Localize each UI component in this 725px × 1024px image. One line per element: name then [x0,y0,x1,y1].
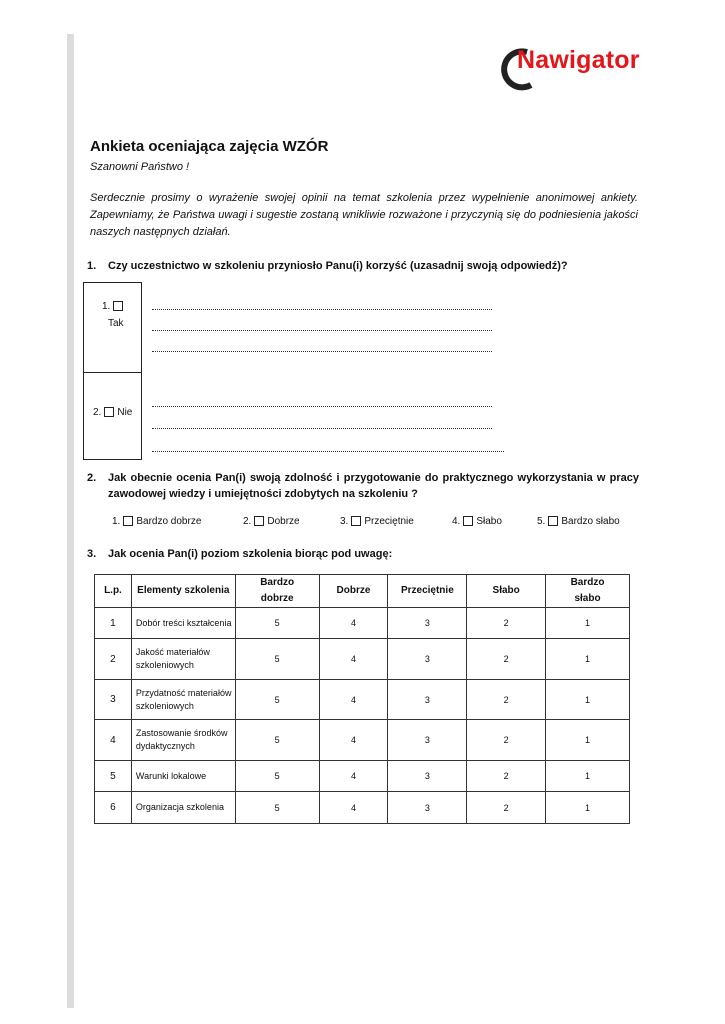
scale-option-3 [340,516,414,527]
table-header: Przeciętnie [388,575,467,608]
row-number: 2 [95,639,132,680]
scale-option-label: Słabo [476,516,502,527]
row-number: 4 [95,720,132,761]
q1-nie-checkbox[interactable] [104,407,114,417]
scale-checkbox[interactable] [254,516,264,526]
scale-option-2 [243,516,300,527]
question-2-text: Jak obecnie ocenia Pan(i) swoją zdolność i przygotowanie do praktycznego wykorzystania w pracy zawodowej wiedzy i umiejętności zdobytych na szkoleniu ? [108,472,639,500]
scale-option-number: 4. [452,516,461,527]
row-number: 6 [95,792,132,824]
question-1-number: 1. [87,260,97,272]
rating-cell[interactable]: 1 [546,680,630,720]
q1-option-nie-label: Nie [117,407,133,418]
table-row [95,639,630,680]
row-number: 3 [95,680,132,720]
row-element: Jakość materiałów szkoleniowych [131,639,235,680]
table-header: Bardzo dobrze [235,575,319,608]
scale-checkbox[interactable] [351,516,361,526]
answer-line[interactable] [152,405,492,407]
rating-cell[interactable]: 1 [546,761,630,792]
rating-cell[interactable]: 3 [388,680,467,720]
q1-option-nie-number: 2. [93,407,102,418]
question-1-text: Czy uczestnictwo w szkoleniu przyniosło Panu(i) korzyść (uzasadnij swoją odpowiedź)? [108,260,568,272]
rating-cell[interactable]: 4 [319,792,388,824]
answer-line[interactable] [152,329,492,331]
scale-option-label: Bardzo słabo [561,516,620,527]
rating-cell[interactable]: 3 [388,639,467,680]
rating-cell[interactable]: 3 [388,720,467,761]
intro-paragraph: Serdecznie prosimy o wyrażenie swojej opinii na temat szkolenia przez wypełnienie anonimowej ankiety. Zapewniamy, że Państwa uwagi i sugestie zostaną wnikliwie rozważone i przyczynią się do podniesienia jakości naszych następnych działań. [90,192,638,238]
scale-option-label: Przeciętnie [364,516,414,527]
scale-checkbox[interactable] [123,516,133,526]
question-3-number: 3. [87,548,97,560]
row-element: Warunki lokalowe [131,761,235,792]
scale-option-label: Dobrze [267,516,300,527]
rating-cell[interactable]: 2 [467,720,546,761]
row-element: Organizacja szkolenia [131,792,235,824]
rating-cell[interactable]: 1 [546,720,630,761]
table-header-row [95,575,630,608]
table-row [95,761,630,792]
rating-cell[interactable]: 5 [235,761,319,792]
page-edge-bar [67,34,74,1008]
rating-table [94,574,630,824]
scale-option-number: 5. [537,516,546,527]
scale-option-5 [537,516,620,527]
logo-text: Nawigator [517,46,640,74]
table-row [95,608,630,639]
table-row [95,720,630,761]
rating-cell[interactable]: 1 [546,608,630,639]
table-header: Dobrze [319,575,388,608]
nawigator-logo [497,44,667,94]
rating-cell[interactable]: 4 [319,639,388,680]
q1-option-tak-label: Tak [108,318,124,329]
greeting: Szanowni Państwo ! [90,161,190,173]
rating-cell[interactable]: 3 [388,792,467,824]
answer-line[interactable] [152,450,504,452]
table-header: L.p. [95,575,132,608]
rating-cell[interactable]: 3 [388,608,467,639]
scale-option-1 [112,516,201,527]
rating-cell[interactable]: 2 [467,608,546,639]
scale-option-number: 2. [243,516,252,527]
scale-checkbox[interactable] [548,516,558,526]
scale-option-number: 3. [340,516,349,527]
rating-cell[interactable]: 2 [467,680,546,720]
answer-line[interactable] [152,427,492,429]
scale-option-label: Bardzo dobrze [136,516,202,527]
q1-option-tak-number: 1. [102,301,111,312]
scale-checkbox[interactable] [463,516,473,526]
answer-line[interactable] [152,308,492,310]
rating-cell[interactable]: 4 [319,608,388,639]
row-number: 1 [95,608,132,639]
answer-line[interactable] [152,350,492,352]
rating-cell[interactable]: 5 [235,639,319,680]
scale-option-4 [452,516,502,527]
table-row [95,792,630,824]
rating-cell[interactable]: 1 [546,792,630,824]
rating-cell[interactable]: 4 [319,761,388,792]
question-2-number: 2. [87,472,97,484]
q1-option-tak [102,300,126,313]
rating-cell[interactable]: 5 [235,792,319,824]
options-divider [84,372,141,373]
rating-cell[interactable]: 5 [235,680,319,720]
row-element: Przydatność materiałów szkoleniowych [131,680,235,720]
row-element: Dobór treści kształcenia [131,608,235,639]
rating-cell[interactable]: 2 [467,761,546,792]
table-row [95,680,630,720]
rating-cell[interactable]: 4 [319,720,388,761]
table-header: Bardzo słabo [546,575,630,608]
rating-cell[interactable]: 2 [467,792,546,824]
row-element: Zastosowanie środków dydaktycznych [131,720,235,761]
rating-cell[interactable]: 3 [388,761,467,792]
page-title: Ankieta oceniająca zajęcia WZÓR [90,138,329,155]
rating-cell[interactable]: 5 [235,720,319,761]
rating-cell[interactable]: 5 [235,608,319,639]
rating-cell[interactable]: 1 [546,639,630,680]
rating-cell[interactable]: 2 [467,639,546,680]
table-header: Słabo [467,575,546,608]
table-header: Elementy szkolenia [131,575,235,608]
question-3-text: Jak ocenia Pan(i) poziom szkolenia biorąc pod uwagę: [108,548,393,560]
rating-cell[interactable]: 4 [319,680,388,720]
question-2-scale [112,516,632,530]
q1-option-nie [93,406,132,419]
q1-tak-checkbox[interactable] [113,301,123,311]
row-number: 5 [95,761,132,792]
scale-option-number: 1. [112,516,121,527]
